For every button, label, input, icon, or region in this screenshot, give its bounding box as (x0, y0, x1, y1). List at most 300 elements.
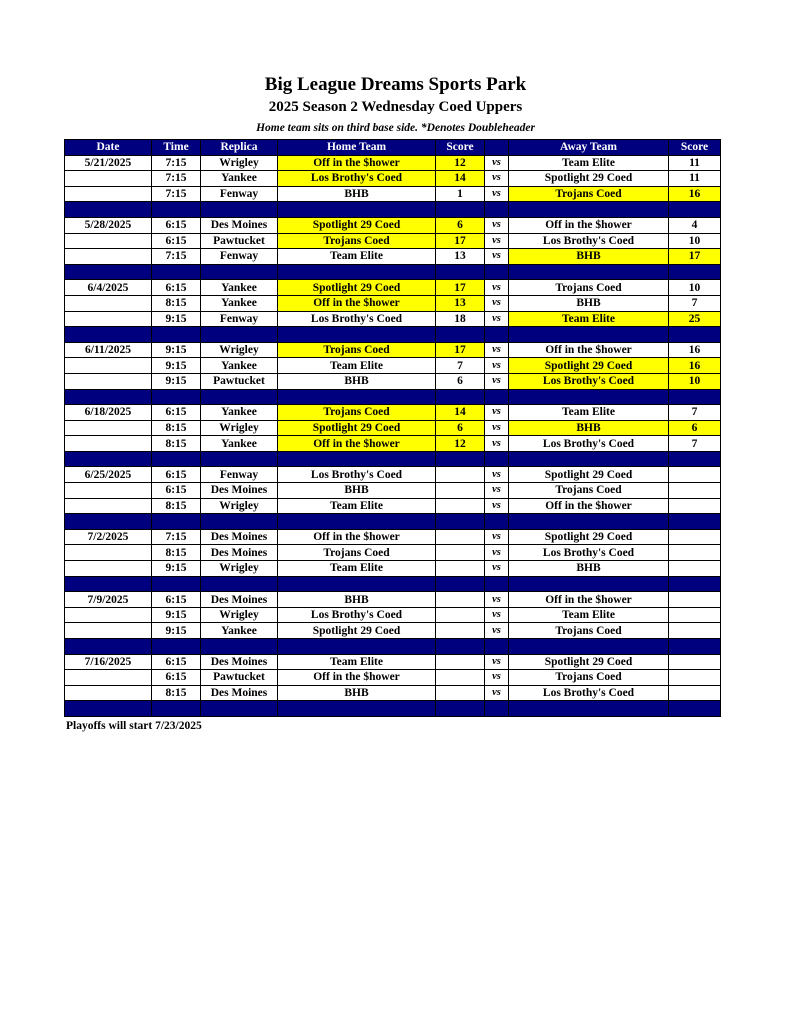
cell-date: 5/28/2025 (65, 217, 152, 233)
cell-away-score: 6 (669, 420, 721, 436)
cell-away-score: 7 (669, 436, 721, 452)
cell-away-team: Los Brothy's Coed (509, 545, 669, 561)
cell-home-team: Off in the $hower (278, 295, 436, 311)
table-row (65, 607, 721, 623)
cell-vs: vs (485, 342, 509, 358)
cell-vs: vs (485, 280, 509, 296)
cell-vs: vs (485, 670, 509, 686)
cell-vs: vs (485, 217, 509, 233)
separator-cell (509, 576, 669, 592)
cell-date: 7/16/2025 (65, 654, 152, 670)
page-subtitle: 2025 Season 2 Wednesday Coed Uppers (268, 99, 523, 115)
separator-cell (509, 202, 669, 218)
cell-date: 6/25/2025 (65, 467, 152, 483)
cell-home-team: BHB (278, 483, 436, 499)
cell-home-team: Team Elite (278, 249, 436, 265)
cell-away-team: Los Brothy's Coed (509, 233, 669, 249)
separator-cell (485, 389, 509, 405)
separator-cell (201, 202, 278, 218)
separator-cell (669, 701, 721, 717)
week-separator (65, 327, 721, 343)
cell-away-team: Spotlight 29 Coed (509, 358, 669, 374)
separator-cell (436, 327, 485, 343)
cell-replica: Yankee (201, 295, 278, 311)
cell-home-score: 17 (436, 342, 485, 358)
cell-home-score (436, 561, 485, 577)
separator-cell (152, 451, 201, 467)
playoffs-note: Playoffs will start 7/23/2025 (66, 720, 202, 732)
cell-away-team: Off in the $hower (509, 342, 669, 358)
cell-away-team: Spotlight 29 Coed (509, 529, 669, 545)
table-row (65, 436, 721, 452)
cell-vs: vs (485, 467, 509, 483)
cell-date (65, 483, 152, 499)
cell-time: 9:15 (152, 342, 201, 358)
cell-away-team: Team Elite (509, 311, 669, 327)
cell-time: 9:15 (152, 311, 201, 327)
cell-replica: Yankee (201, 280, 278, 296)
cell-vs: vs (485, 233, 509, 249)
separator-cell (201, 514, 278, 530)
cell-home-score: 12 (436, 155, 485, 171)
table-row (65, 498, 721, 514)
cell-time: 9:15 (152, 623, 201, 639)
cell-vs: vs (485, 607, 509, 623)
separator-cell (65, 701, 152, 717)
cell-date: 5/21/2025 (65, 155, 152, 171)
cell-vs: vs (485, 561, 509, 577)
separator-cell (669, 451, 721, 467)
cell-date (65, 358, 152, 374)
cell-away-team: BHB (509, 249, 669, 265)
page-title: Big League Dreams Sports Park (264, 74, 527, 95)
cell-date (65, 373, 152, 389)
table-row (65, 529, 721, 545)
cell-home-team: Off in the $hower (278, 436, 436, 452)
separator-cell (152, 639, 201, 655)
separator-cell (485, 639, 509, 655)
cell-home-team: Trojans Coed (278, 342, 436, 358)
cell-replica: Des Moines (201, 592, 278, 608)
cell-vs: vs (485, 249, 509, 265)
cell-home-score (436, 529, 485, 545)
cell-time: 8:15 (152, 295, 201, 311)
week-separator (65, 639, 721, 655)
cell-away-team: Trojans Coed (509, 623, 669, 639)
cell-replica: Yankee (201, 405, 278, 421)
cell-replica: Wrigley (201, 342, 278, 358)
cell-vs: vs (485, 623, 509, 639)
separator-cell (201, 389, 278, 405)
cell-replica: Yankee (201, 623, 278, 639)
separator-cell (201, 639, 278, 655)
separator-cell (485, 451, 509, 467)
cell-away-score (669, 545, 721, 561)
separator-cell (278, 202, 436, 218)
cell-replica: Fenway (201, 249, 278, 265)
schedule-table (64, 139, 721, 717)
cell-vs: vs (485, 483, 509, 499)
cell-date (65, 545, 152, 561)
separator-cell (278, 389, 436, 405)
cell-time: 9:15 (152, 607, 201, 623)
separator-cell (485, 514, 509, 530)
cell-vs: vs (485, 186, 509, 202)
header-date: Date (65, 140, 152, 156)
cell-home-team: Los Brothy's Coed (278, 171, 436, 187)
cell-away-team: BHB (509, 561, 669, 577)
cell-replica: Fenway (201, 467, 278, 483)
cell-vs: vs (485, 592, 509, 608)
separator-cell (201, 327, 278, 343)
cell-date: 7/2/2025 (65, 529, 152, 545)
table-row (65, 623, 721, 639)
cell-home-team: Team Elite (278, 358, 436, 374)
table-row (65, 217, 721, 233)
week-separator (65, 451, 721, 467)
cell-time: 6:15 (152, 483, 201, 499)
cell-away-score: 17 (669, 249, 721, 265)
header-time: Time (152, 140, 201, 156)
cell-time: 6:15 (152, 670, 201, 686)
cell-away-score: 11 (669, 171, 721, 187)
separator-cell (278, 701, 436, 717)
cell-date (65, 607, 152, 623)
cell-home-score: 13 (436, 295, 485, 311)
header-replica: Replica (201, 140, 278, 156)
cell-time: 9:15 (152, 561, 201, 577)
cell-vs: vs (485, 405, 509, 421)
separator-cell (152, 514, 201, 530)
cell-away-team: Team Elite (509, 155, 669, 171)
separator-cell (485, 202, 509, 218)
cell-away-score: 10 (669, 233, 721, 249)
cell-vs: vs (485, 529, 509, 545)
week-separator (65, 389, 721, 405)
cell-date: 6/18/2025 (65, 405, 152, 421)
separator-cell (65, 514, 152, 530)
cell-time: 9:15 (152, 373, 201, 389)
cell-vs: vs (485, 545, 509, 561)
schedule-note: Home team sits on third base side. *Denotes Doubleheader (256, 122, 535, 134)
cell-date: 7/9/2025 (65, 592, 152, 608)
cell-home-score (436, 607, 485, 623)
cell-home-score (436, 654, 485, 670)
cell-time: 6:15 (152, 405, 201, 421)
cell-away-team: Spotlight 29 Coed (509, 654, 669, 670)
cell-vs: vs (485, 311, 509, 327)
separator-cell (509, 264, 669, 280)
table-row (65, 483, 721, 499)
table-row (65, 358, 721, 374)
cell-date (65, 420, 152, 436)
separator-cell (65, 639, 152, 655)
cell-vs: vs (485, 654, 509, 670)
separator-cell (278, 514, 436, 530)
cell-away-team: Trojans Coed (509, 483, 669, 499)
separator-cell (65, 576, 152, 592)
cell-home-team: Team Elite (278, 498, 436, 514)
cell-date (65, 670, 152, 686)
cell-date (65, 561, 152, 577)
cell-date (65, 186, 152, 202)
separator-cell (152, 701, 201, 717)
cell-time: 6:15 (152, 654, 201, 670)
separator-cell (436, 701, 485, 717)
table-row (65, 373, 721, 389)
cell-home-team: Team Elite (278, 654, 436, 670)
table-row (65, 561, 721, 577)
cell-away-score: 10 (669, 280, 721, 296)
header-away-score: Score (669, 140, 721, 156)
separator-cell (201, 264, 278, 280)
cell-away-team: BHB (509, 420, 669, 436)
separator-cell (436, 264, 485, 280)
table-row (65, 420, 721, 436)
cell-away-score: 7 (669, 295, 721, 311)
separator-cell (278, 451, 436, 467)
separator-cell (201, 576, 278, 592)
cell-home-team: Spotlight 29 Coed (278, 217, 436, 233)
header-row (65, 140, 721, 156)
header-home-team: Home Team (278, 140, 436, 156)
cell-replica: Yankee (201, 436, 278, 452)
cell-home-team: Trojans Coed (278, 233, 436, 249)
cell-away-team: Los Brothy's Coed (509, 685, 669, 701)
cell-replica: Pawtucket (201, 233, 278, 249)
separator-cell (669, 639, 721, 655)
cell-date: 6/4/2025 (65, 280, 152, 296)
cell-replica: Wrigley (201, 420, 278, 436)
table-row (65, 249, 721, 265)
cell-away-score: 16 (669, 342, 721, 358)
separator-cell (485, 701, 509, 717)
cell-home-team: Off in the $hower (278, 155, 436, 171)
cell-away-score (669, 529, 721, 545)
cell-home-team: Off in the $hower (278, 529, 436, 545)
cell-away-team: Trojans Coed (509, 280, 669, 296)
cell-date (65, 311, 152, 327)
separator-cell (485, 264, 509, 280)
separator-cell (509, 514, 669, 530)
separator-cell (152, 202, 201, 218)
separator-cell (669, 576, 721, 592)
cell-home-score (436, 592, 485, 608)
cell-away-score: 25 (669, 311, 721, 327)
cell-away-team: Los Brothy's Coed (509, 373, 669, 389)
cell-home-team: BHB (278, 186, 436, 202)
separator-cell (436, 576, 485, 592)
cell-home-score: 6 (436, 420, 485, 436)
separator-cell (436, 389, 485, 405)
table-row (65, 295, 721, 311)
cell-away-score (669, 607, 721, 623)
cell-away-score: 10 (669, 373, 721, 389)
week-separator (65, 701, 721, 717)
table-row (65, 405, 721, 421)
cell-away-score: 16 (669, 358, 721, 374)
cell-date (65, 436, 152, 452)
cell-home-score (436, 623, 485, 639)
cell-home-score: 12 (436, 436, 485, 452)
separator-cell (509, 701, 669, 717)
table-row (65, 280, 721, 296)
cell-replica: Wrigley (201, 155, 278, 171)
cell-away-team: BHB (509, 295, 669, 311)
separator-cell (669, 202, 721, 218)
cell-away-team: Team Elite (509, 607, 669, 623)
cell-home-team: Trojans Coed (278, 545, 436, 561)
table-row (65, 171, 721, 187)
cell-away-team: Off in the $hower (509, 592, 669, 608)
separator-cell (278, 639, 436, 655)
table-row (65, 155, 721, 171)
separator-cell (509, 327, 669, 343)
separator-cell (201, 451, 278, 467)
cell-away-team: Team Elite (509, 405, 669, 421)
cell-vs: vs (485, 420, 509, 436)
cell-home-team: Team Elite (278, 561, 436, 577)
cell-date (65, 623, 152, 639)
cell-away-score (669, 467, 721, 483)
cell-replica: Wrigley (201, 607, 278, 623)
cell-away-team: Off in the $hower (509, 498, 669, 514)
cell-replica: Yankee (201, 358, 278, 374)
cell-vs: vs (485, 155, 509, 171)
cell-home-team: Spotlight 29 Coed (278, 623, 436, 639)
separator-cell (152, 327, 201, 343)
cell-date: 6/11/2025 (65, 342, 152, 358)
header-away-team: Away Team (509, 140, 669, 156)
cell-away-score: 11 (669, 155, 721, 171)
week-separator (65, 202, 721, 218)
separator-cell (152, 264, 201, 280)
table-row (65, 467, 721, 483)
table-row (65, 233, 721, 249)
separator-cell (509, 389, 669, 405)
separator-cell (152, 576, 201, 592)
cell-away-score: 16 (669, 186, 721, 202)
separator-cell (65, 451, 152, 467)
cell-away-score (669, 670, 721, 686)
separator-cell (201, 701, 278, 717)
cell-away-score (669, 685, 721, 701)
cell-home-score (436, 685, 485, 701)
cell-away-team: Trojans Coed (509, 670, 669, 686)
separator-cell (669, 327, 721, 343)
separator-cell (436, 202, 485, 218)
table-row (65, 186, 721, 202)
separator-cell (436, 451, 485, 467)
cell-date (65, 685, 152, 701)
cell-time: 8:15 (152, 436, 201, 452)
cell-vs: vs (485, 685, 509, 701)
cell-time: 7:15 (152, 529, 201, 545)
cell-time: 7:15 (152, 186, 201, 202)
separator-cell (669, 514, 721, 530)
separator-cell (278, 264, 436, 280)
table-row (65, 342, 721, 358)
cell-home-score: 14 (436, 171, 485, 187)
table-row (65, 311, 721, 327)
cell-away-team: Spotlight 29 Coed (509, 467, 669, 483)
cell-away-team: Off in the $hower (509, 217, 669, 233)
cell-away-score (669, 483, 721, 499)
cell-time: 6:15 (152, 280, 201, 296)
cell-time: 7:15 (152, 155, 201, 171)
cell-home-score: 17 (436, 280, 485, 296)
separator-cell (65, 389, 152, 405)
cell-replica: Pawtucket (201, 670, 278, 686)
week-separator (65, 514, 721, 530)
table-row (65, 545, 721, 561)
cell-away-score (669, 561, 721, 577)
cell-home-team: Off in the $hower (278, 670, 436, 686)
cell-home-team: BHB (278, 685, 436, 701)
separator-cell (669, 264, 721, 280)
separator-cell (436, 639, 485, 655)
cell-home-score (436, 498, 485, 514)
cell-home-score: 14 (436, 405, 485, 421)
header-home-score: Score (436, 140, 485, 156)
cell-home-score (436, 467, 485, 483)
cell-date (65, 498, 152, 514)
cell-away-score (669, 498, 721, 514)
cell-time: 9:15 (152, 358, 201, 374)
cell-home-score: 1 (436, 186, 485, 202)
week-separator (65, 576, 721, 592)
table-row (65, 592, 721, 608)
table-row (65, 654, 721, 670)
separator-cell (65, 327, 152, 343)
cell-away-score (669, 654, 721, 670)
cell-replica: Des Moines (201, 483, 278, 499)
cell-time: 8:15 (152, 685, 201, 701)
cell-home-score: 17 (436, 233, 485, 249)
cell-time: 6:15 (152, 233, 201, 249)
cell-replica: Des Moines (201, 545, 278, 561)
cell-time: 6:15 (152, 592, 201, 608)
cell-home-score: 6 (436, 373, 485, 389)
cell-time: 6:15 (152, 467, 201, 483)
cell-date (65, 249, 152, 265)
cell-home-team: Trojans Coed (278, 405, 436, 421)
separator-cell (65, 264, 152, 280)
separator-cell (485, 576, 509, 592)
cell-time: 7:15 (152, 171, 201, 187)
cell-away-team: Spotlight 29 Coed (509, 171, 669, 187)
cell-home-team: Los Brothy's Coed (278, 607, 436, 623)
separator-cell (509, 451, 669, 467)
cell-home-team: BHB (278, 592, 436, 608)
cell-time: 6:15 (152, 217, 201, 233)
cell-home-team: Spotlight 29 Coed (278, 420, 436, 436)
cell-home-score (436, 670, 485, 686)
cell-vs: vs (485, 358, 509, 374)
cell-home-team: Spotlight 29 Coed (278, 280, 436, 296)
week-separator (65, 264, 721, 280)
separator-cell (509, 639, 669, 655)
header-vs (485, 140, 509, 156)
cell-time: 8:15 (152, 420, 201, 436)
cell-away-team: Trojans Coed (509, 186, 669, 202)
cell-vs: vs (485, 436, 509, 452)
table-row (65, 670, 721, 686)
cell-home-team: Los Brothy's Coed (278, 311, 436, 327)
cell-replica: Des Moines (201, 217, 278, 233)
cell-away-score (669, 623, 721, 639)
separator-cell (278, 327, 436, 343)
